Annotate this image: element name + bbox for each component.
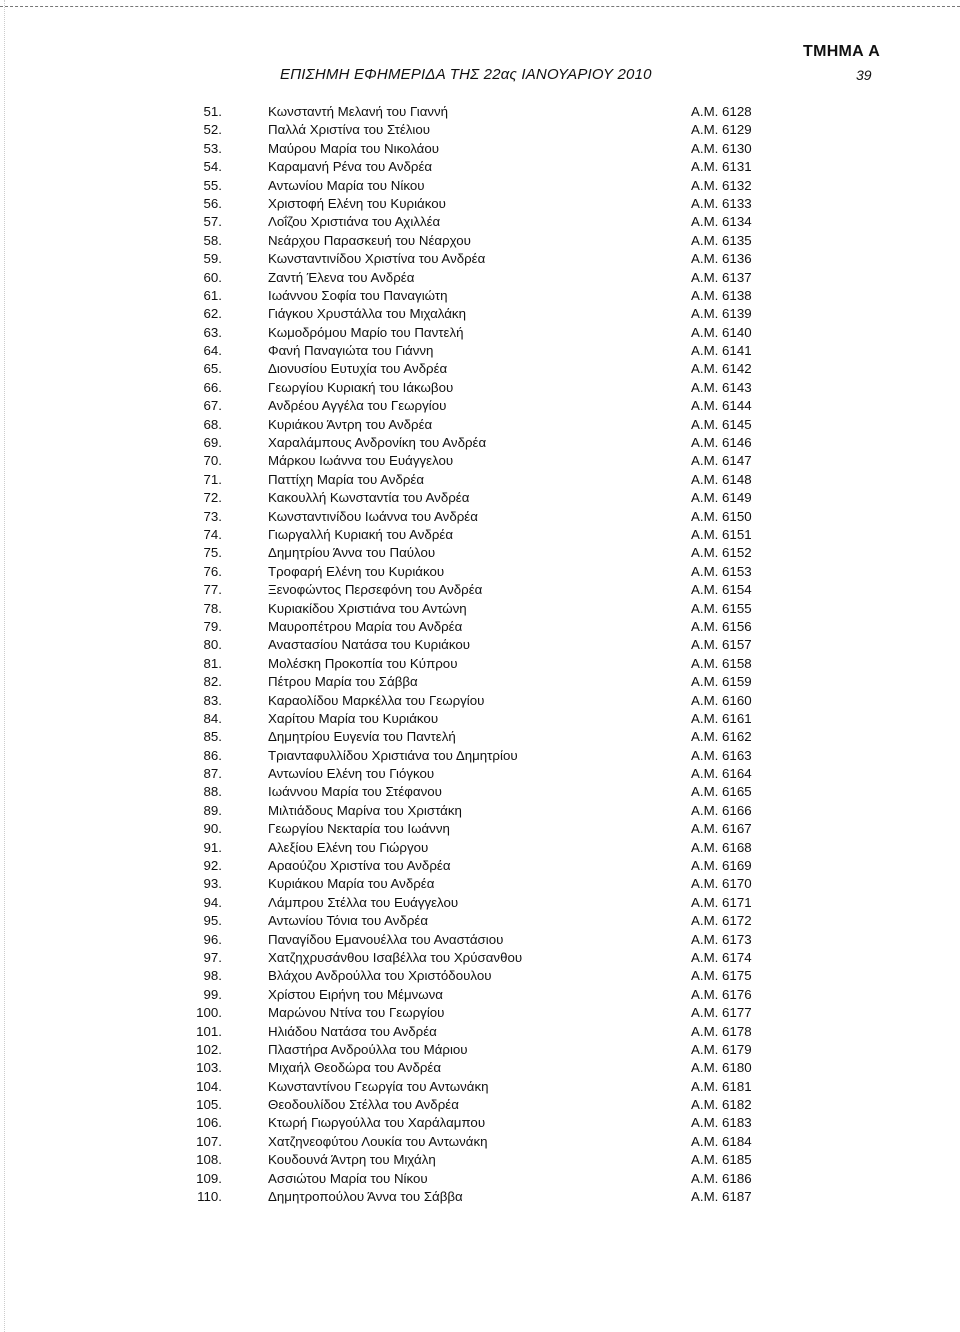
list-item xyxy=(0,1096,960,1114)
entry-name: Μαρώνου Ντίνα του Γεωργίου xyxy=(268,1005,445,1021)
list-item xyxy=(0,471,960,489)
list-item xyxy=(0,305,960,323)
list-item xyxy=(0,121,960,139)
entry-number: 85. xyxy=(203,729,222,745)
entry-number: 109. xyxy=(196,1170,222,1186)
list-item xyxy=(0,416,960,434)
entry-name: Ιωάννου Σοφία του Παναγιώτη xyxy=(268,287,448,303)
entry-name: Δημητρίου Άννα του Παύλου xyxy=(268,545,436,561)
entry-number: 62. xyxy=(203,306,222,322)
entry-registration-number: Α.Μ. 6149 xyxy=(691,490,752,506)
entry-name: Κυριάκου Μαρία του Ανδρέα xyxy=(268,876,435,892)
entry-name: Δημητροπούλου Άννα του Σάββα xyxy=(268,1189,463,1205)
entry-number: 100. xyxy=(196,1005,222,1021)
list-item xyxy=(0,747,960,765)
list-item xyxy=(0,195,960,213)
entry-number: 63. xyxy=(203,324,222,340)
entry-number: 72. xyxy=(203,490,222,506)
entry-number: 99. xyxy=(203,986,222,1002)
list-item xyxy=(0,802,960,820)
entry-registration-number: Α.Μ. 6155 xyxy=(691,600,752,616)
list-item xyxy=(0,839,960,857)
list-item xyxy=(0,636,960,654)
entry-number: 61. xyxy=(203,287,222,303)
entry-number: 65. xyxy=(203,361,222,377)
list-item xyxy=(0,1114,960,1132)
entry-name: Νεάρχου Παρασκευή του Νέαρχου xyxy=(268,232,471,248)
entry-number: 60. xyxy=(203,269,222,285)
entry-number: 97. xyxy=(203,949,222,965)
entry-registration-number: Α.Μ. 6128 xyxy=(691,104,752,119)
list-item xyxy=(0,1059,960,1077)
entry-number: 87. xyxy=(203,766,222,782)
entry-name: Παλλά Χριστίνα του Στέλιου xyxy=(268,122,431,138)
entry-name: Κωνσταντή Μελανή του Γιαννή xyxy=(268,104,449,119)
list-item xyxy=(0,581,960,599)
page-number: 39 xyxy=(856,67,872,83)
entry-name: Ζαντή Έλενα του Ανδρέα xyxy=(268,269,415,285)
list-item xyxy=(0,379,960,397)
entry-name: Ανδρέου Αγγέλα του Γεωργίου xyxy=(268,398,447,414)
list-item xyxy=(0,600,960,618)
entry-name: Μαυροπέτρου Μαρία του Ανδρέα xyxy=(268,618,463,634)
entry-name: Ξενοφώντος Περσεφόνη του Ανδρέα xyxy=(268,582,483,598)
list-item xyxy=(0,728,960,746)
entry-registration-number: Α.Μ. 6161 xyxy=(691,710,752,726)
list-item xyxy=(0,213,960,231)
entry-registration-number: Α.Μ. 6151 xyxy=(691,526,752,542)
entry-registration-number: Α.Μ. 6145 xyxy=(691,416,752,432)
entry-name: Λοΐζου Χριστιάνα του Αχιλλέα xyxy=(268,214,441,230)
list-item xyxy=(0,452,960,470)
entry-number: 110. xyxy=(197,1189,222,1205)
entry-registration-number: Α.Μ. 6158 xyxy=(691,655,752,671)
list-item xyxy=(0,1023,960,1041)
entry-number: 88. xyxy=(203,784,222,800)
entry-number: 108. xyxy=(196,1152,222,1168)
list-item xyxy=(0,1188,960,1206)
entry-name: Κωμοδρόμου Μαρίο του Παντελή xyxy=(268,324,464,340)
entry-name: Μιχαήλ Θεοδώρα του Ανδρέα xyxy=(268,1060,442,1076)
entry-number: 83. xyxy=(203,692,222,708)
entry-name: Κακουλλή Κωνσταντία του Ανδρέα xyxy=(268,490,470,506)
entry-name: Χατζηνεοφύτου Λουκία του Αντωνάκη xyxy=(268,1133,488,1149)
entry-name: Γιωργαλλή Κυριακή του Ανδρέα xyxy=(268,526,454,542)
entry-number: 68. xyxy=(203,416,222,432)
entry-name: Λάμπρου Στέλλα του Ευάγγελου xyxy=(268,894,459,910)
entry-name: Καραολίδου Μαρκέλλα του Γεωργίου xyxy=(268,692,485,708)
list-item xyxy=(0,489,960,507)
entry-registration-number: Α.Μ. 6131 xyxy=(691,159,752,175)
list-item xyxy=(0,912,960,930)
list-item xyxy=(0,563,960,581)
entry-number: 66. xyxy=(203,379,222,395)
list-item xyxy=(0,103,960,121)
entry-registration-number: Α.Μ. 6173 xyxy=(691,931,752,947)
entry-registration-number: Α.Μ. 6137 xyxy=(691,269,752,285)
list-item xyxy=(0,673,960,691)
entry-name: Γεωργίου Κυριακή του Ιάκωβου xyxy=(268,379,454,395)
entry-registration-number: Α.Μ. 6160 xyxy=(691,692,752,708)
entry-name: Θεοδουλίδου Στέλλα του Ανδρέα xyxy=(268,1097,459,1113)
entry-name: Κωνσταντινίδου Ιωάννα του Ανδρέα xyxy=(268,508,478,524)
entry-registration-number: Α.Μ. 6134 xyxy=(691,214,752,230)
list-item xyxy=(0,857,960,875)
entry-name: Γεωργίου Νεκταρία του Ιωάννη xyxy=(268,821,450,837)
entry-number: 59. xyxy=(203,251,222,267)
list-item xyxy=(0,765,960,783)
entry-registration-number: Α.Μ. 6168 xyxy=(691,839,752,855)
entry-number: 51. xyxy=(203,104,222,119)
list-item xyxy=(0,1151,960,1169)
entry-name: Μιλτιάδους Μαρίνα του Χριστάκη xyxy=(268,802,462,818)
list-item xyxy=(0,177,960,195)
entry-registration-number: Α.Μ. 6156 xyxy=(691,618,752,634)
entry-number: 53. xyxy=(203,140,222,156)
entry-number: 93. xyxy=(203,876,222,892)
list-item xyxy=(0,287,960,305)
entry-number: 106. xyxy=(196,1115,222,1131)
entry-registration-number: Α.Μ. 6181 xyxy=(691,1078,752,1094)
entry-name: Κυριακίδου Χριστιάνα του Αντώνη xyxy=(268,600,467,616)
gazette-header: ΕΠΙΣΗΜΗ ΕΦΗΜΕΡΙΔΑ ΤΗΣ 22ας ΙΑΝΟΥΑΡΙΟΥ 2010 xyxy=(280,66,652,83)
entry-registration-number: Α.Μ. 6175 xyxy=(691,968,752,984)
list-item xyxy=(0,434,960,452)
registry-list xyxy=(0,103,960,1206)
entry-name: Τριανταφυλλίδου Χριστιάνα του Δημητρίου xyxy=(268,747,518,763)
entry-name: Βλάχου Ανδρούλλα του Χριστόδουλου xyxy=(268,968,492,984)
entry-name: Γιάγκου Χρυστάλλα του Μιχαλάκη xyxy=(268,306,466,322)
entry-registration-number: Α.Μ. 6152 xyxy=(691,545,752,561)
list-item xyxy=(0,875,960,893)
entry-name: Αραούζου Χριστίνα του Ανδρέα xyxy=(268,858,451,874)
entry-registration-number: Α.Μ. 6176 xyxy=(691,986,752,1002)
entry-number: 71. xyxy=(203,471,222,487)
entry-number: 107. xyxy=(196,1133,222,1149)
entry-number: 89. xyxy=(203,802,222,818)
entry-number: 103. xyxy=(196,1060,222,1076)
entry-registration-number: Α.Μ. 6147 xyxy=(691,453,752,469)
entry-number: 76. xyxy=(203,563,222,579)
entry-registration-number: Α.Μ. 6164 xyxy=(691,766,752,782)
entry-name: Παττίχη Μαρία του Ανδρέα xyxy=(268,471,425,487)
list-item xyxy=(0,692,960,710)
entry-name: Χαραλάμπους Ανδρονίκη του Ανδρέα xyxy=(268,435,487,451)
entry-registration-number: Α.Μ. 6159 xyxy=(691,674,752,690)
entry-name: Μάρκου Ιωάννα του Ευάγγελου xyxy=(268,453,454,469)
entry-name: Παναγίδου Εμανουέλλα του Αναστάσιου xyxy=(268,931,504,947)
entry-registration-number: Α.Μ. 6140 xyxy=(691,324,752,340)
list-item xyxy=(0,783,960,801)
entry-number: 57. xyxy=(203,214,222,230)
list-item xyxy=(0,269,960,287)
entry-registration-number: Α.Μ. 6135 xyxy=(691,232,752,248)
list-item xyxy=(0,618,960,636)
entry-name: Χαρίτου Μαρία του Κυριάκου xyxy=(268,710,439,726)
entry-registration-number: Α.Μ. 6178 xyxy=(691,1023,752,1039)
list-item xyxy=(0,397,960,415)
entry-name: Κωνσταντίνου Γεωργία του Αντωνάκη xyxy=(268,1078,489,1094)
entry-registration-number: Α.Μ. 6174 xyxy=(691,949,752,965)
entry-registration-number: Α.Μ. 6163 xyxy=(691,747,752,763)
entry-name: Ηλιάδου Νατάσα του Ανδρέα xyxy=(268,1023,437,1039)
entry-registration-number: Α.Μ. 6177 xyxy=(691,1005,752,1021)
entry-name: Χριστοφή Ελένη του Κυριάκου xyxy=(268,195,446,211)
entry-number: 55. xyxy=(203,177,222,193)
entry-registration-number: Α.Μ. 6165 xyxy=(691,784,752,800)
list-item xyxy=(0,342,960,360)
entry-number: 80. xyxy=(203,637,222,653)
entry-number: 104. xyxy=(196,1078,222,1094)
section-label: ΤΜΗΜΑ Α xyxy=(803,43,881,60)
list-item xyxy=(0,140,960,158)
entry-name: Κυριάκου Άντρη του Ανδρέα xyxy=(268,416,433,432)
list-item xyxy=(0,931,960,949)
entry-name: Χρίστου Ειρήνη του Μέμνωνα xyxy=(268,986,443,1002)
entry-number: 82. xyxy=(203,674,222,690)
entry-registration-number: Α.Μ. 6136 xyxy=(691,251,752,267)
entry-number: 78. xyxy=(203,600,222,616)
entry-name: Ιωάννου Μαρία του Στέφανου xyxy=(268,784,442,800)
list-item xyxy=(0,1078,960,1096)
list-item xyxy=(0,710,960,728)
list-item xyxy=(0,1170,960,1188)
entry-number: 81. xyxy=(203,655,222,671)
list-item xyxy=(0,986,960,1004)
entry-number: 58. xyxy=(203,232,222,248)
entry-name: Αντωνίου Ελένη του Γιόγκου xyxy=(268,766,435,782)
list-item xyxy=(0,158,960,176)
entry-registration-number: Α.Μ. 6143 xyxy=(691,379,752,395)
entry-name: Ασσιώτου Μαρία του Νίκου xyxy=(268,1170,428,1186)
list-item xyxy=(0,1041,960,1059)
list-item xyxy=(0,967,960,985)
entry-number: 105. xyxy=(196,1097,222,1113)
entry-registration-number: Α.Μ. 6150 xyxy=(691,508,752,524)
entry-registration-number: Α.Μ. 6144 xyxy=(691,398,752,414)
entry-number: 84. xyxy=(203,710,222,726)
entry-registration-number: Α.Μ. 6157 xyxy=(691,637,752,653)
entry-number: 67. xyxy=(203,398,222,414)
entry-registration-number: Α.Μ. 6172 xyxy=(691,913,752,929)
entry-name: Αλεξίου Ελένη του Γιώργου xyxy=(268,839,429,855)
entry-number: 102. xyxy=(196,1041,222,1057)
entry-registration-number: Α.Μ. 6169 xyxy=(691,858,752,874)
list-item xyxy=(0,1004,960,1022)
entry-registration-number: Α.Μ. 6133 xyxy=(691,195,752,211)
list-item xyxy=(0,360,960,378)
entry-registration-number: Α.Μ. 6142 xyxy=(691,361,752,377)
entry-name: Μαύρου Μαρία του Νικολάου xyxy=(268,140,440,156)
entry-name: Φανή Παναγιώτα του Γιάννη xyxy=(268,343,434,359)
entry-registration-number: Α.Μ. 6182 xyxy=(691,1097,752,1113)
entry-number: 96. xyxy=(203,931,222,947)
entry-registration-number: Α.Μ. 6139 xyxy=(691,306,752,322)
list-item xyxy=(0,894,960,912)
list-item xyxy=(0,526,960,544)
entry-number: 54. xyxy=(203,159,222,175)
list-item xyxy=(0,949,960,967)
entry-name: Αντωνίου Τόνια του Ανδρέα xyxy=(268,913,429,929)
entry-name: Κωνσταντινίδου Χριστίνα του Ανδρέα xyxy=(268,251,486,267)
entry-registration-number: Α.Μ. 6130 xyxy=(691,140,752,156)
list-item xyxy=(0,1133,960,1151)
entry-number: 98. xyxy=(203,968,222,984)
entry-registration-number: Α.Μ. 6185 xyxy=(691,1152,752,1168)
entry-registration-number: Α.Μ. 6148 xyxy=(691,471,752,487)
entry-registration-number: Α.Μ. 6183 xyxy=(691,1115,752,1131)
list-item xyxy=(0,324,960,342)
entry-name: Αναστασίου Νατάσα του Κυριάκου xyxy=(268,637,470,653)
entry-registration-number: Α.Μ. 6154 xyxy=(691,582,752,598)
entry-number: 52. xyxy=(203,122,222,138)
entry-registration-number: Α.Μ. 6171 xyxy=(691,894,752,910)
entry-number: 86. xyxy=(203,747,222,763)
entry-number: 79. xyxy=(203,618,222,634)
entry-name: Αντωνίου Μαρία του Νίκου xyxy=(268,177,425,193)
entry-number: 64. xyxy=(203,343,222,359)
list-item xyxy=(0,544,960,562)
entry-name: Χατζηχρυσάνθου Ισαβέλλα του Χρύσανθου xyxy=(268,949,523,965)
entry-number: 75. xyxy=(203,545,222,561)
entry-registration-number: Α.Μ. 6153 xyxy=(691,563,752,579)
entry-number: 69. xyxy=(203,435,222,451)
entry-number: 94. xyxy=(203,894,222,910)
entry-name: Πέτρου Μαρία του Σάββα xyxy=(268,674,418,690)
list-item xyxy=(0,820,960,838)
entry-number: 95. xyxy=(203,913,222,929)
entry-number: 101. xyxy=(196,1023,222,1039)
scan-edge-top xyxy=(0,6,960,9)
entry-registration-number: Α.Μ. 6141 xyxy=(691,343,752,359)
entry-registration-number: Α.Μ. 6138 xyxy=(691,287,752,303)
entry-registration-number: Α.Μ. 6180 xyxy=(691,1060,752,1076)
entry-name: Καραμανή Ρένα του Ανδρέα xyxy=(268,159,433,175)
entry-name: Τροφαρή Ελένη του Κυριάκου xyxy=(268,563,445,579)
entry-name: Κτωρή Γιωργούλλα του Χαράλαμπου xyxy=(268,1115,486,1131)
entry-number: 73. xyxy=(203,508,222,524)
entry-registration-number: Α.Μ. 6186 xyxy=(691,1170,752,1186)
entry-name: Πλαστήρα Ανδρούλλα του Μάριου xyxy=(268,1041,468,1057)
entry-number: 90. xyxy=(203,821,222,837)
entry-registration-number: Α.Μ. 6187 xyxy=(691,1189,752,1205)
list-item xyxy=(0,508,960,526)
entry-registration-number: Α.Μ. 6170 xyxy=(691,876,752,892)
list-item xyxy=(0,655,960,673)
entry-name: Διονυσίου Ευτυχία του Ανδρέα xyxy=(268,361,448,377)
entry-number: 92. xyxy=(203,858,222,874)
entry-name: Δημητρίου Ευγενία του Παντελή xyxy=(268,729,456,745)
entry-number: 91. xyxy=(203,839,222,855)
entry-registration-number: Α.Μ. 6167 xyxy=(691,821,752,837)
entry-registration-number: Α.Μ. 6129 xyxy=(691,122,752,138)
entry-registration-number: Α.Μ. 6179 xyxy=(691,1041,752,1057)
entry-number: 70. xyxy=(203,453,222,469)
entry-registration-number: Α.Μ. 6166 xyxy=(691,802,752,818)
list-item xyxy=(0,232,960,250)
entry-number: 74. xyxy=(203,526,222,542)
entry-name: Κουδουνά Άντρη του Μιχάλη xyxy=(268,1152,436,1168)
entry-number: 77. xyxy=(203,582,222,598)
entry-number: 56. xyxy=(203,195,222,211)
entry-registration-number: Α.Μ. 6162 xyxy=(691,729,752,745)
list-item xyxy=(0,250,960,268)
entry-registration-number: Α.Μ. 6184 xyxy=(691,1133,752,1149)
entry-name: Μολέσκη Προκοπία του Κύπρου xyxy=(268,655,458,671)
entry-registration-number: Α.Μ. 6132 xyxy=(691,177,752,193)
entry-registration-number: Α.Μ. 6146 xyxy=(691,435,752,451)
